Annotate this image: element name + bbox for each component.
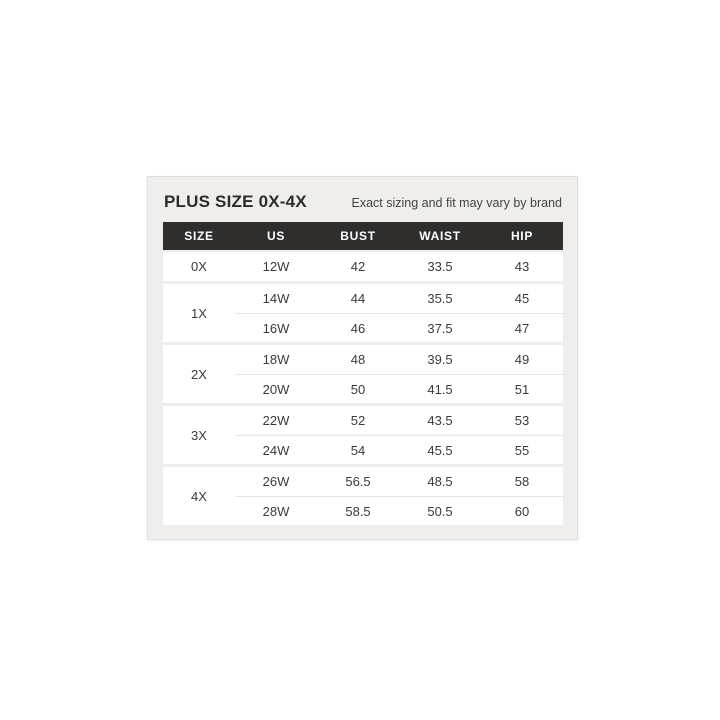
table-row — [235, 284, 563, 313]
cell-bust: 52 — [350, 413, 366, 428]
cell-bust: 56.5 — [345, 474, 371, 489]
column-header-bust: BUST — [340, 229, 376, 243]
size-group — [163, 284, 563, 342]
cell-bust: 42 — [350, 259, 366, 274]
size-chart-card — [147, 176, 578, 540]
cell-hip: 60 — [514, 503, 530, 519]
table-row — [235, 345, 563, 374]
table-row — [235, 467, 563, 496]
cell-bust: 46 — [350, 320, 366, 336]
card-header — [163, 190, 563, 222]
cell-waist: 35.5 — [427, 291, 453, 306]
cell-waist: 33.5 — [427, 259, 453, 274]
cell-hip: 58 — [514, 474, 530, 489]
table-header-row — [163, 222, 563, 250]
cell-waist: 48.5 — [427, 474, 453, 489]
cell-us: 20W — [262, 381, 290, 397]
cell-us: 26W — [262, 474, 290, 489]
cell-us: 14W — [262, 291, 290, 306]
cell-bust: 44 — [350, 291, 366, 306]
cell-bust: 58.5 — [345, 503, 371, 519]
column-header-us: US — [266, 229, 286, 243]
cell-bust: 48 — [350, 352, 366, 367]
group-rows — [235, 345, 563, 403]
cell-waist: 45.5 — [427, 442, 453, 458]
cell-waist: 41.5 — [427, 381, 453, 397]
cell-bust: 54 — [350, 442, 366, 458]
table-row — [235, 252, 563, 281]
size-group — [163, 252, 563, 281]
cell-us: 28W — [262, 503, 290, 519]
column-header-size: SIZE — [184, 229, 214, 243]
cell-waist: 37.5 — [427, 320, 453, 336]
cell-bust: 50 — [350, 381, 366, 397]
table-row — [235, 435, 563, 464]
cell-hip: 53 — [514, 413, 530, 428]
cell-waist: 50.5 — [427, 503, 453, 519]
cell-hip: 45 — [514, 291, 530, 306]
cell-hip: 49 — [514, 352, 530, 367]
cell-us: 18W — [262, 352, 290, 367]
cell-hip: 51 — [514, 381, 530, 397]
table-row — [235, 406, 563, 435]
size-cell: 0X — [191, 259, 207, 274]
cell-waist: 39.5 — [427, 352, 453, 367]
group-rows — [235, 252, 563, 281]
size-group — [163, 406, 563, 464]
size-cell: 4X — [191, 488, 207, 504]
group-rows — [235, 467, 563, 525]
sizing-disclaimer: Exact sizing and fit may vary by brand — [351, 196, 562, 210]
size-cell: 3X — [191, 427, 207, 443]
size-cell: 1X — [191, 305, 207, 321]
cell-us: 24W — [262, 442, 290, 458]
size-group — [163, 345, 563, 403]
cell-us: 12W — [262, 259, 290, 274]
group-rows — [235, 284, 563, 342]
size-cell: 2X — [191, 366, 207, 382]
cell-hip: 47 — [514, 320, 530, 336]
cell-hip: 55 — [514, 442, 530, 458]
table-row — [235, 496, 563, 525]
column-header-hip: HIP — [510, 229, 534, 243]
table-body — [163, 252, 563, 525]
cell-hip: 43 — [514, 259, 530, 274]
size-group — [163, 467, 563, 525]
cell-us: 16W — [262, 320, 290, 336]
group-rows — [235, 406, 563, 464]
cell-us: 22W — [262, 413, 290, 428]
table-row — [235, 374, 563, 403]
column-header-waist: WAIST — [419, 229, 461, 243]
table-row — [235, 313, 563, 342]
chart-title: PLUS SIZE 0X-4X — [164, 192, 307, 211]
cell-waist: 43.5 — [427, 413, 453, 428]
